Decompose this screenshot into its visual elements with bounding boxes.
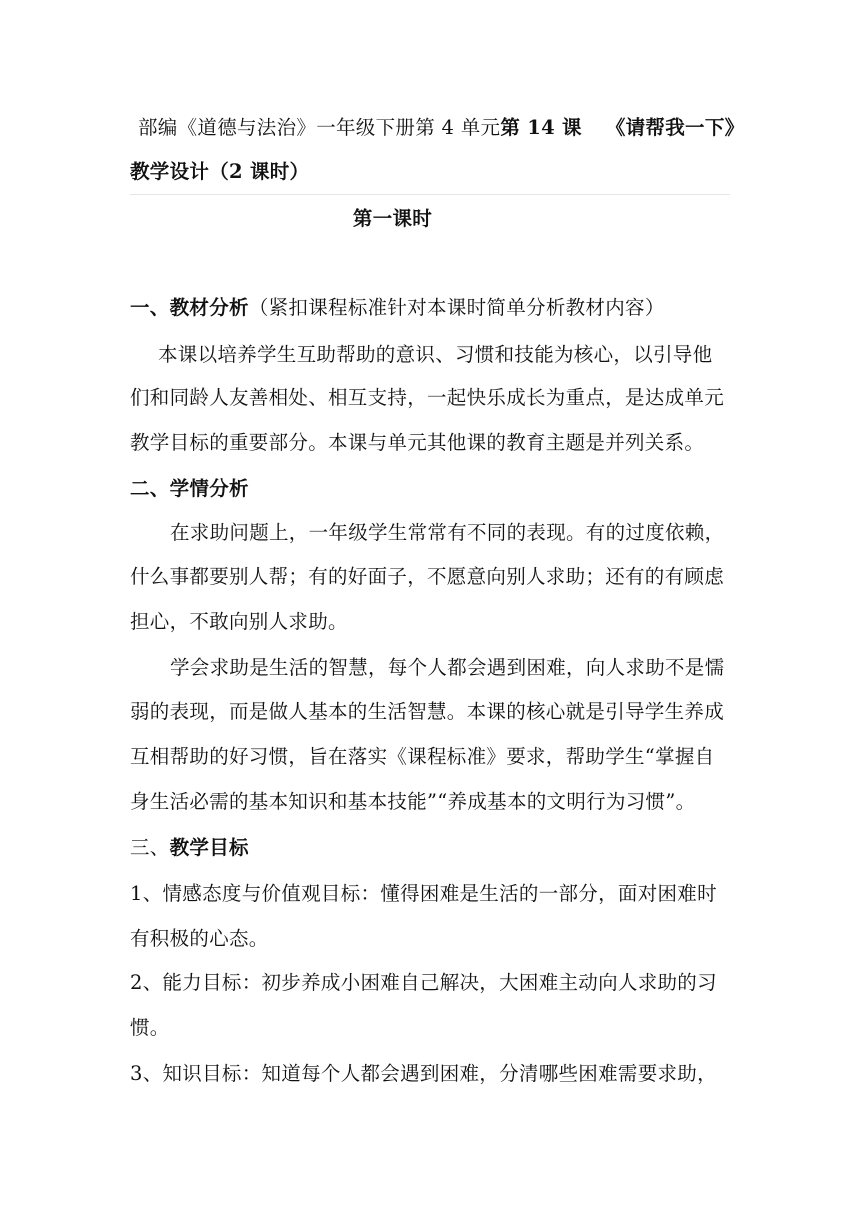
title-lesson-number: 第 14 课: [500, 116, 582, 139]
list-item-line: 1、情感态度与价值观目标：懂得困难是生活的一部分，面对困难时: [130, 882, 717, 905]
paragraph-line: 身生活必需的基本知识和基本技能”“养成基本的文明行为习惯”。: [130, 790, 696, 813]
paragraph-line: 们和同龄人友善相处、相互支持，一起快乐成长为重点，是达成单元: [130, 386, 725, 409]
paragraph-line: 弱的表现，而是做人基本的生活智慧。本课的核心就是引导学生养成: [130, 700, 725, 723]
list-item-line: 2、能力目标：初步养成小困难自己解决，大困难主动向人求助的习: [130, 971, 717, 994]
paragraph-line: 学会求助是生活的智慧，每个人都会遇到困难，向人求助不是懦: [170, 656, 725, 679]
list-item-line: 有积极的心态。: [130, 927, 269, 950]
paragraph-line: 担心，不敢向别人求助。: [130, 610, 348, 633]
document-title-line-1: [138, 114, 745, 142]
section-1-note: （紧扣课程标准针对本课时简单分析教材内容）: [248, 296, 665, 319]
paragraph-line: 教学目标的重要部分。本课与单元其他课的教育主题是并列关系。: [130, 431, 705, 454]
title-lesson-name: 《请帮我一下》: [605, 116, 745, 139]
paragraph-line: 在求助问题上，一年级学生常常有不同的表现。有的过度依赖，: [170, 521, 725, 544]
lesson-heading: 第一课时: [352, 207, 433, 230]
paragraph-line: 互相帮助的好习惯，旨在落实《课程标准》要求，帮助学生“掌握自: [130, 745, 715, 768]
section-1-heading: [130, 294, 730, 322]
section-3-prefix: 三、: [130, 836, 170, 859]
section-3-heading: [130, 834, 730, 862]
header-divider: [130, 194, 730, 195]
title-prefix: 部编《道德与法治》一年级下册第 4 单元: [138, 116, 501, 139]
section-3-title: 教学目标: [169, 836, 249, 859]
paragraph-line: 什么事都要别人帮；有的好面子，不愿意向别人求助；还有的有顾虑: [130, 565, 725, 588]
paragraph-line: 本课以培养学生互助帮助的意识、习惯和技能为核心，以引导他: [158, 343, 713, 366]
document-title-line-2: 教学设计（2 课时）: [130, 160, 310, 183]
section-2-heading: 二、学情分析: [130, 477, 249, 500]
section-1-title: 一、教材分析: [130, 296, 249, 319]
list-item-line: 惯。: [130, 1016, 170, 1039]
list-item-line: 3、知识目标：知道每个人都会遇到困难，分清哪些困难需要求助，: [130, 1062, 717, 1085]
